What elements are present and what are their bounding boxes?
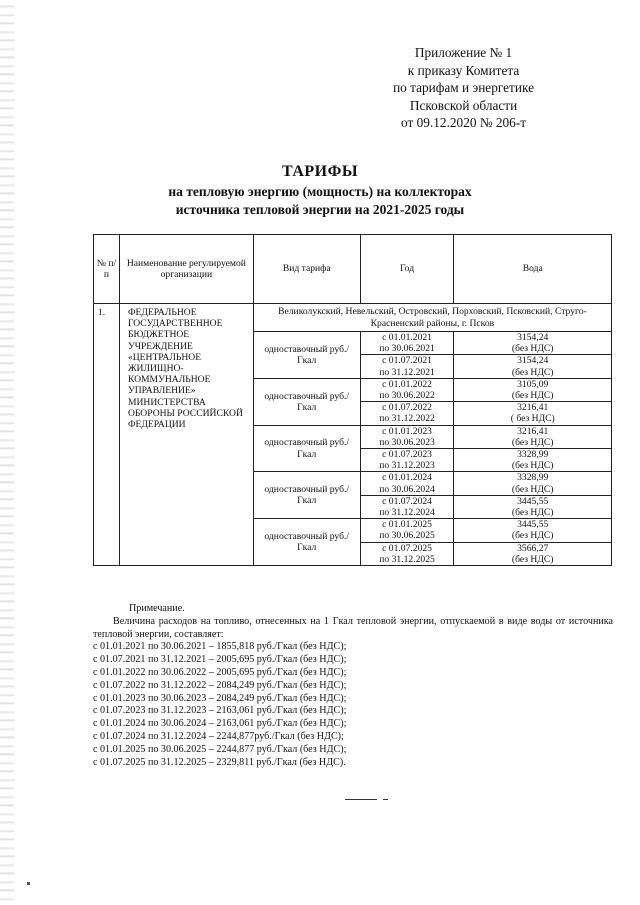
tariff-value: 3328,99: [517, 449, 549, 461]
period-cell: [360, 542, 454, 565]
header-water: Вода: [454, 235, 612, 304]
period-from: с 01.01.2025: [382, 519, 432, 531]
period-to: по 31.12.2021: [379, 366, 435, 378]
tariff-value: 3105,09: [517, 378, 549, 390]
note-line: с 01.07.2024 по 31.12.2024 – 2244,877руб./Гкал (без НДС);: [93, 730, 344, 742]
period-from: с 01.07.2021: [382, 355, 432, 367]
period-from: с 01.01.2023: [382, 425, 432, 437]
period-cell: [360, 332, 454, 355]
note-section: [93, 603, 613, 769]
period-from: с 01.07.2025: [382, 542, 432, 554]
vat-note: (без НДС): [511, 390, 554, 402]
vat-note: (без НДС): [511, 460, 554, 472]
vat-note: (без НДС): [511, 553, 554, 565]
period-cell: [360, 378, 454, 401]
document-title: ТАРИФЫ: [281, 163, 359, 180]
header-type: Вид тарифа: [253, 235, 360, 304]
note-intro: Величина расходов на топливо, отнесенных на 1 Гкал тепловой энергии, отпускаемой в виде воды от источника тепловой энергии, составляет:: [93, 615, 613, 640]
document-subtitle: на тепловую энергию (мощность) на коллекторах: [168, 184, 472, 199]
period-to: по 30.06.2022: [379, 390, 435, 402]
tariff-value: 3154,24: [517, 355, 549, 367]
note-line: с 01.01.2024 по 30.06.2024 – 2163,061 руб./Гкал (без НДС);: [93, 718, 347, 730]
tariff-type: одноставочный руб./Гкал: [253, 519, 360, 566]
period-cell: [360, 449, 454, 472]
end-line: [345, 799, 377, 800]
period-to: по 31.12.2024: [379, 507, 435, 519]
value-cell: [454, 449, 612, 472]
tariff-value: 3445,55: [517, 495, 549, 507]
period-to: по 30.06.2023: [379, 436, 435, 448]
note-line: с 01.07.2022 по 31.12.2022 – 2084,249 руб./Гкал (без НДС);: [93, 679, 347, 691]
period-from: с 01.07.2024: [382, 495, 432, 507]
note-line: с 01.07.2021 по 31.12.2021 – 2005,695 руб./Гкал (без НДС);: [93, 654, 347, 666]
note-line: с 01.07.2023 по 31.12.2023 – 2163,061 руб./Гкал (без НДС);: [93, 705, 347, 717]
vat-note: (без НДС): [511, 507, 554, 519]
period-from: с 01.07.2023: [382, 449, 432, 461]
value-cell: [454, 542, 612, 565]
value-cell: [454, 332, 612, 355]
note-line: с 01.01.2021 по 30.06.2021 – 1855,818 руб./Гкал (без НДС);: [93, 641, 347, 653]
period-cell: [360, 495, 454, 518]
organization-name: ФЕДЕРАЛЬНОЕ ГОСУДАРСТВЕННОЕ БЮДЖЕТНОЕ УЧРЕЖДЕНИЕ «ЦЕНТРАЛЬНОЕ ЖИЛИЩНО-КОММУНАЛЬНОЕ УПРАВЛЕНИЕ» МИНИСТЕРСТВА ОБОРОНЫ РОССИЙСКОЙ ФЕДЕРАЦИИ: [119, 304, 253, 566]
period-to: по 30.06.2024: [379, 483, 435, 495]
vat-note: (без НДС): [511, 483, 554, 495]
tariff-type: одноставочный руб./Гкал: [253, 378, 360, 425]
value-cell: [454, 378, 612, 401]
value-cell: [454, 355, 612, 378]
period-cell: [360, 355, 454, 378]
period-cell: [360, 402, 454, 425]
period-to: по 31.12.2023: [379, 460, 435, 472]
vat-note: (без НДС): [511, 343, 554, 355]
value-cell: [454, 495, 612, 518]
period-to: по 31.12.2025: [379, 553, 435, 565]
scan-edge-noise: [0, 0, 14, 905]
tariff-value: 3216,41: [517, 425, 549, 437]
row-number: 1.: [94, 304, 120, 566]
value-cell: [454, 472, 612, 495]
note-line: с 01.01.2022 по 30.06.2022 – 2005,695 руб./Гкал (без НДС);: [93, 666, 347, 678]
note-heading: Примечание.: [129, 603, 185, 614]
tariff-value: 3154,24: [517, 332, 549, 343]
appendix-line: Приложение № 1: [414, 45, 513, 60]
appendix-line: Псковской области: [409, 97, 518, 113]
value-cell: [454, 402, 612, 425]
table-header-row: [94, 235, 612, 304]
appendix-line: к приказу Комитета: [407, 62, 520, 78]
tariff-type: одноставочный руб./Гкал: [253, 332, 360, 379]
period-cell: [360, 472, 454, 495]
tariff-value: 3566,27: [517, 542, 549, 554]
tariff-type: одноставочный руб./Гкал: [253, 425, 360, 472]
period-to: по 31.12.2022: [379, 413, 435, 425]
value-cell: [454, 519, 612, 542]
period-from: с 01.01.2021: [382, 332, 432, 343]
scan-speck: [27, 882, 30, 885]
vat-note: (без НДС): [511, 436, 554, 448]
region-list: Великолукский, Невельский, Островский, Порховский, Псковский, Струго-Красненский районы, г. Псков: [253, 304, 611, 332]
period-to: по 30.06.2025: [379, 530, 435, 542]
document-subtitle: источника тепловой энергии на 2021-2025 годы: [175, 202, 465, 217]
note-line: с 01.07.2025 по 31.12.2025 – 2329,811 руб./Гкал (без НДС).: [93, 756, 346, 768]
period-cell: [360, 425, 454, 448]
tariff-value: 3445,55: [517, 519, 549, 531]
note-line: с 01.01.2023 по 30.06.2023 – 2084,249 руб./Гкал (без НДС);: [93, 692, 347, 704]
header-org: Наименование регулируемой организации: [119, 235, 253, 304]
vat-note: (без НДС): [511, 530, 554, 542]
period-cell: [360, 519, 454, 542]
header-year: Год: [360, 235, 454, 304]
appendix-line: от 09.12.2020 № 206-т: [401, 115, 527, 130]
value-cell: [454, 425, 612, 448]
tariff-table: [93, 234, 612, 566]
tariff-type: одноставочный руб./Гкал: [253, 472, 360, 519]
end-line-dash: [383, 799, 388, 800]
appendix-line: по тарифам и энергетике: [393, 80, 534, 95]
period-from: с 01.01.2024: [382, 472, 432, 484]
note-line: с 01.01.2025 по 30.06.2025 – 2244,877 руб./Гкал (без НДС);: [93, 743, 347, 755]
appendix-header: [393, 44, 534, 132]
vat-note: ( без НДС): [510, 413, 555, 425]
period-to: по 30.06.2021: [379, 343, 435, 355]
period-from: с 01.07.2022: [382, 402, 432, 414]
vat-note: (без НДС): [511, 366, 554, 378]
period-from: с 01.01.2022: [382, 378, 432, 390]
header-num: № п/п: [94, 235, 120, 304]
tariff-value: 3216,41: [517, 402, 549, 414]
tariff-value: 3328,99: [517, 472, 549, 484]
